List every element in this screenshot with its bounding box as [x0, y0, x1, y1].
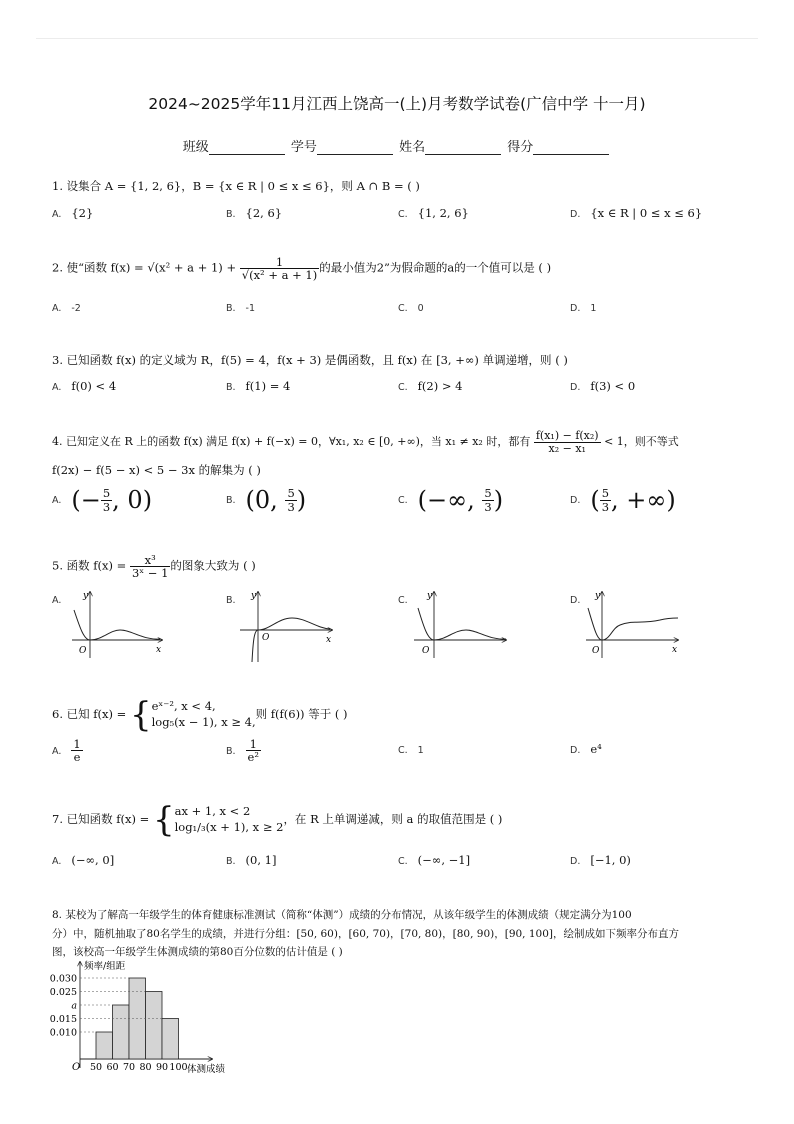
q5-option-d[interactable]: D.: [570, 595, 581, 606]
q5-graph-d[interactable]: [580, 588, 690, 660]
q7-option-b[interactable]: B. (0, 1]: [226, 853, 277, 867]
q6-option-d[interactable]: D. e⁴: [570, 742, 602, 756]
id-label: 学号: [290, 140, 317, 155]
q3-option-b[interactable]: B. f(1) = 4: [226, 379, 291, 393]
question-2: 2. 使“函数 f(x) = √(x² + a + 1) + $\frac{1}{\text{√(x² + a + 1)}}$ 的最小值为2”为假命题的a的一个值可以是 ( ): [52, 255, 552, 283]
q4-option-a[interactable]: A. (− $\frac{5}{3}$ , 0): [52, 486, 153, 514]
hist-y-tick-3: 0.015: [49, 1014, 77, 1025]
hist-bar-3: [146, 992, 163, 1060]
q4-option-d[interactable]: D. ( $\frac{5}{3}$ , +∞): [570, 486, 676, 514]
q6-option-a[interactable]: A. $\frac{1}{e}$: [52, 737, 81, 765]
q1-option-b[interactable]: B. {2, 6}: [226, 206, 283, 220]
origin-label: O: [79, 646, 87, 656]
q6a-frac: $\frac{1}{e}$: [73, 737, 81, 765]
question-1: 1. 设集合 A = {1, 2, 6}，B = {x ∈ R | 0 ≤ x ≤ 6}，则 A ∩ B = ( ): [52, 179, 420, 193]
hist-x-tick-4: 90: [155, 1062, 169, 1073]
hist-x-label: 体测成绩: [187, 1064, 226, 1075]
q4d-frac: $\frac{5}{3}$: [601, 486, 610, 514]
question-4-line2: f(2x) − f(5 − x) < 5 − 3x 的解集为 ( ): [52, 463, 261, 477]
q2-option-a[interactable]: A. -2: [52, 303, 81, 314]
hist-bar-1: [113, 1005, 130, 1059]
q4-option-c[interactable]: C. (−∞, $\frac{5}{3}$ ): [398, 486, 504, 514]
q7-option-a[interactable]: A. (−∞, 0]: [52, 853, 115, 867]
curve-d: [588, 608, 678, 640]
page-title: 2024~2025学年11月江西上饶高一(上)月考数学试卷(广信中学 十一月): [148, 95, 646, 113]
origin-label: O: [262, 633, 270, 643]
q2-option-c[interactable]: C. 0: [398, 303, 424, 314]
y-label: y: [251, 591, 257, 601]
question-3: 3. 已知函数 f(x) 的定义域为 R，f(5) = 4，f(x + 3) 是偶函数，且 f(x) 在 [3, +∞) 单调递增，则 ( ): [52, 353, 568, 367]
question-5: 5. 函数 f(x) = $\frac{\text{x³}}{\text{3ˣ − 1}}$ 的图象大致为 ( ): [52, 553, 256, 581]
q5-fraction: $\frac{\text{x³}}{\text{3ˣ − 1}}$: [131, 553, 169, 581]
id-blank[interactable]: [317, 141, 393, 155]
q6-option-b[interactable]: B. $\frac{1}{\text{e²}}$: [226, 737, 259, 765]
question-4-line1: 4. 已知定义在 R 上的函数 f(x) 满足 f(x) + f(−x) = 0，∀x₁, x₂ ∈ [0, +∞)，当 x₁ ≠ x₂ 时，都有 $\frac{\text{f(x₁) − f(x₂)}}{\text{x₂ − x₁}}$ < 1，则不等式: [52, 429, 679, 455]
x-label: x: [156, 645, 162, 655]
q3-option-d[interactable]: D. f(3) < 0: [570, 379, 636, 393]
q5-option-a[interactable]: A.: [52, 595, 62, 606]
hist-x-tick-5: 100: [169, 1062, 188, 1073]
origin-label: O: [592, 646, 600, 656]
question-7: 7. 已知函数 f(x) = { ax + 1, x < 2 log₁/₃(x + 1), x ≥ 2 ，在 R 上单调递减，则 a 的取值范围是 ( ): [52, 800, 503, 840]
q5-graph-c[interactable]: [408, 588, 518, 660]
q1-option-d[interactable]: D. {x ∈ R | 0 ≤ x ≤ 6}: [570, 206, 703, 220]
class-blank[interactable]: [209, 141, 285, 155]
q1-option-c[interactable]: C. {1, 2, 6}: [398, 206, 469, 220]
hist-x-tick-0: 50: [89, 1062, 103, 1073]
question-6: 6. 已知 f(x) = { eˣ⁻², x < 4, log₅(x − 1), x ≥ 4, 则 f(f(6)) 等于 ( ): [52, 695, 348, 735]
curve-a: [74, 610, 160, 640]
hist-x-tick-1: 60: [106, 1062, 119, 1073]
q3-option-c[interactable]: C. f(2) > 4: [398, 379, 463, 393]
q2-option-b[interactable]: B. -1: [226, 303, 256, 314]
hist-y-label: 频率/组距: [84, 961, 126, 972]
score-label: 得分: [507, 140, 534, 155]
x-label: x: [326, 635, 332, 645]
q5-graph-a[interactable]: [62, 588, 172, 660]
q6-option-c[interactable]: C. 1: [398, 745, 424, 756]
hist-origin: O: [72, 1062, 81, 1073]
name-blank[interactable]: [425, 141, 501, 155]
q5-option-c[interactable]: C.: [398, 595, 408, 606]
hist-bar-0: [96, 1032, 113, 1059]
q6-brace: {: [129, 695, 152, 735]
q1-option-a[interactable]: A. {2}: [52, 206, 94, 220]
q5-graph-b[interactable]: [236, 588, 346, 664]
y-label: y: [427, 591, 433, 601]
question-8-line2: 分）中，随机抽取了80名学生的成绩，并进行分组：[50, 60)，[60, 70)，[70, 80)，[80, 90)，[90, 100]，绘制成如下频率分布直方: [52, 928, 679, 940]
question-8-line3: 图，该校高一年级学生体测成绩的第80百分位数的估计值是 ( ): [52, 946, 343, 958]
q7-brace: {: [152, 800, 175, 840]
name-label: 姓名: [399, 140, 426, 155]
hist-bar-4: [162, 1019, 179, 1060]
q5-option-b[interactable]: B.: [226, 595, 236, 606]
score-blank[interactable]: [533, 141, 609, 155]
x-label: x: [672, 645, 678, 655]
origin-label: O: [422, 646, 430, 656]
q4c-frac: $\frac{5}{3}$: [484, 486, 492, 514]
q4b-frac: $\frac{5}{3}$: [287, 486, 295, 514]
hist-y-tick-4: 0.010: [49, 1027, 77, 1039]
q7-option-d[interactable]: D. [−1, 0): [570, 853, 631, 867]
hist-x-tick-2: 70: [122, 1062, 136, 1073]
hist-y-tick-0: 0.030: [49, 973, 77, 985]
q2-fraction: $\frac{1}{\text{√(x² + a + 1)}}$: [241, 255, 318, 283]
student-info-line: [0, 136, 794, 155]
hist-x-tick-3: 80: [139, 1062, 152, 1073]
q6-cases: eˣ⁻², x < 4, log₅(x − 1), x ≥ 4,: [151, 699, 256, 729]
q8-histogram: [44, 958, 264, 1078]
q4-fraction: $\frac{\text{f(x₁) − f(x₂)}}{\text{x₂ − x₁}}$: [535, 429, 599, 455]
hist-y-tick-1: 0.025: [49, 987, 77, 998]
question-8-line1: 8. 某校为了解高一年级学生的体育健康标准测试（简称“体测”）成绩的分布情况，从该年级学生的体测成绩（规定满分为100: [52, 909, 632, 921]
y-label: y: [83, 591, 89, 601]
q4a-frac: $\frac{5}{3}$: [102, 486, 111, 514]
curve-c: [418, 608, 506, 640]
q4-option-b[interactable]: B. (0, $\frac{5}{3}$ ): [226, 486, 307, 514]
header-rule: [36, 38, 758, 39]
hist-y-tick-2: a: [71, 1000, 77, 1012]
q7-option-c[interactable]: C. (−∞, −1]: [398, 853, 471, 867]
q6b-frac: $\frac{1}{\text{e²}}$: [247, 737, 259, 765]
q7-cases: ax + 1, x < 2 log₁/₃(x + 1), x ≥ 2: [174, 804, 284, 834]
class-label: 班级: [182, 140, 209, 155]
q2-option-d[interactable]: D. 1: [570, 303, 597, 314]
q3-option-a[interactable]: A. f(0) < 4: [52, 379, 117, 393]
y-label: y: [595, 591, 601, 601]
